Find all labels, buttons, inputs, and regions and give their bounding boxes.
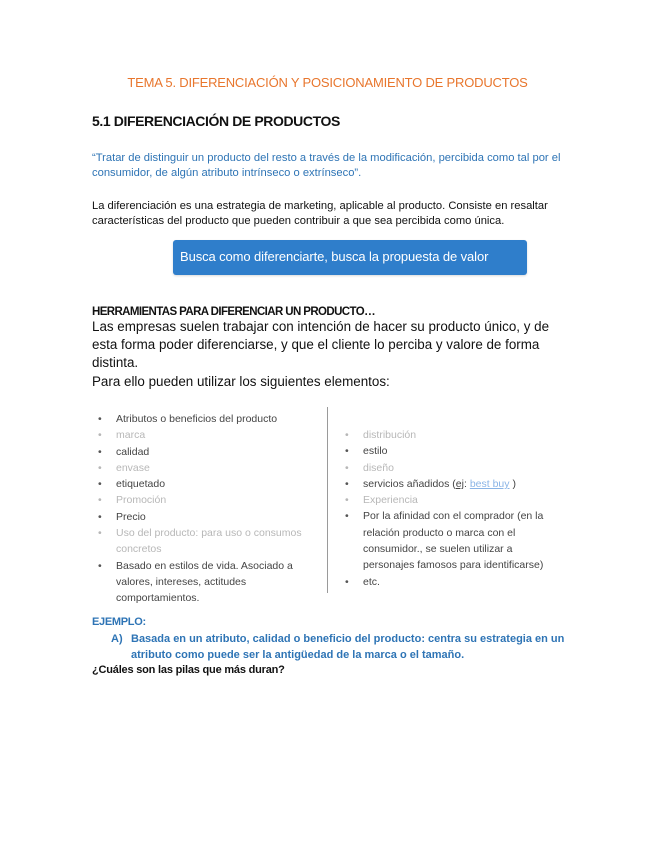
tools-heading: HERRAMIENTAS PARA DIFERENCIAR UN PRODUCTO… <box>92 306 375 318</box>
list-item: • marca <box>98 427 320 443</box>
list-item: • diseño <box>345 460 565 476</box>
list-item: • estilo <box>345 443 565 459</box>
list-item: • etiquetado <box>98 476 320 492</box>
example-heading: EJEMPLO: <box>92 616 146 628</box>
list-item: • Experiencia <box>345 492 565 508</box>
example-abbrev: ej <box>455 477 464 490</box>
example-label: A) <box>111 633 123 645</box>
section-title: 5.1 DIFERENCIACIÓN DE PRODUCTOS <box>92 113 340 129</box>
elements-list-left <box>98 411 320 607</box>
elements-list-right <box>345 427 565 590</box>
list-item: • distribución <box>345 427 565 443</box>
example-text: Basada en un atributo, calidad o beneficio del producto: centra su estrategia en un atributo como puede ser la antigüedad de la marca o el tamaño. <box>131 633 565 661</box>
list-item: • Atributos o beneficios del producto <box>98 411 320 427</box>
banner-text: Busca como diferenciarte, busca la propuesta de valor <box>180 249 489 264</box>
example-item <box>111 632 571 663</box>
list-item: • servicios añadidos (ej: best buy ) <box>345 476 565 492</box>
list-item: • Precio <box>98 509 320 525</box>
tools-intro: Para ello pueden utilizar los siguientes elementos: <box>92 374 390 389</box>
column-divider <box>327 407 328 593</box>
list-item: • Uso del producto: para uso o consumos concretos <box>98 525 320 558</box>
list-item: • envase <box>98 460 320 476</box>
value-proposition-banner <box>173 240 527 275</box>
list-item: • Por la afinidad con el comprador (en la relación producto o marca con el consumidor., se suelen utilizar a personajes famosos para identificarse) <box>345 508 565 573</box>
list-item: • Promoción <box>98 492 320 508</box>
tools-body: Las empresas suelen trabajar con intención de hacer su producto único, y de esta forma poder diferenciarse, y que el cliente lo perciba y valore de forma distinta. <box>92 319 550 370</box>
question-text: ¿Cuáles son las pilas que más duran? <box>92 664 285 676</box>
list-item: • calidad <box>98 444 320 460</box>
list-item: • etc. <box>345 574 565 590</box>
document-title: TEMA 5. DIFERENCIACIÓN Y POSICIONAMIENTO DE PRODUCTOS <box>127 75 528 90</box>
best-buy-link[interactable]: best buy <box>469 477 510 490</box>
definition-quote: “Tratar de distinguir un producto del resto a través de la modificación, percibida como tal por el consumidor, de algún atributo intrínseco o extrínseco”. <box>92 152 561 179</box>
intro-paragraph: La diferenciación es una estrategia de marketing, aplicable al producto. Consiste en resaltar características del producto que pueden contribuir a que sea percibida como única. <box>92 200 548 227</box>
list-item: • Basado en estilos de vida. Asociado a valores, intereses, actitudes comportamientos. <box>98 558 320 607</box>
